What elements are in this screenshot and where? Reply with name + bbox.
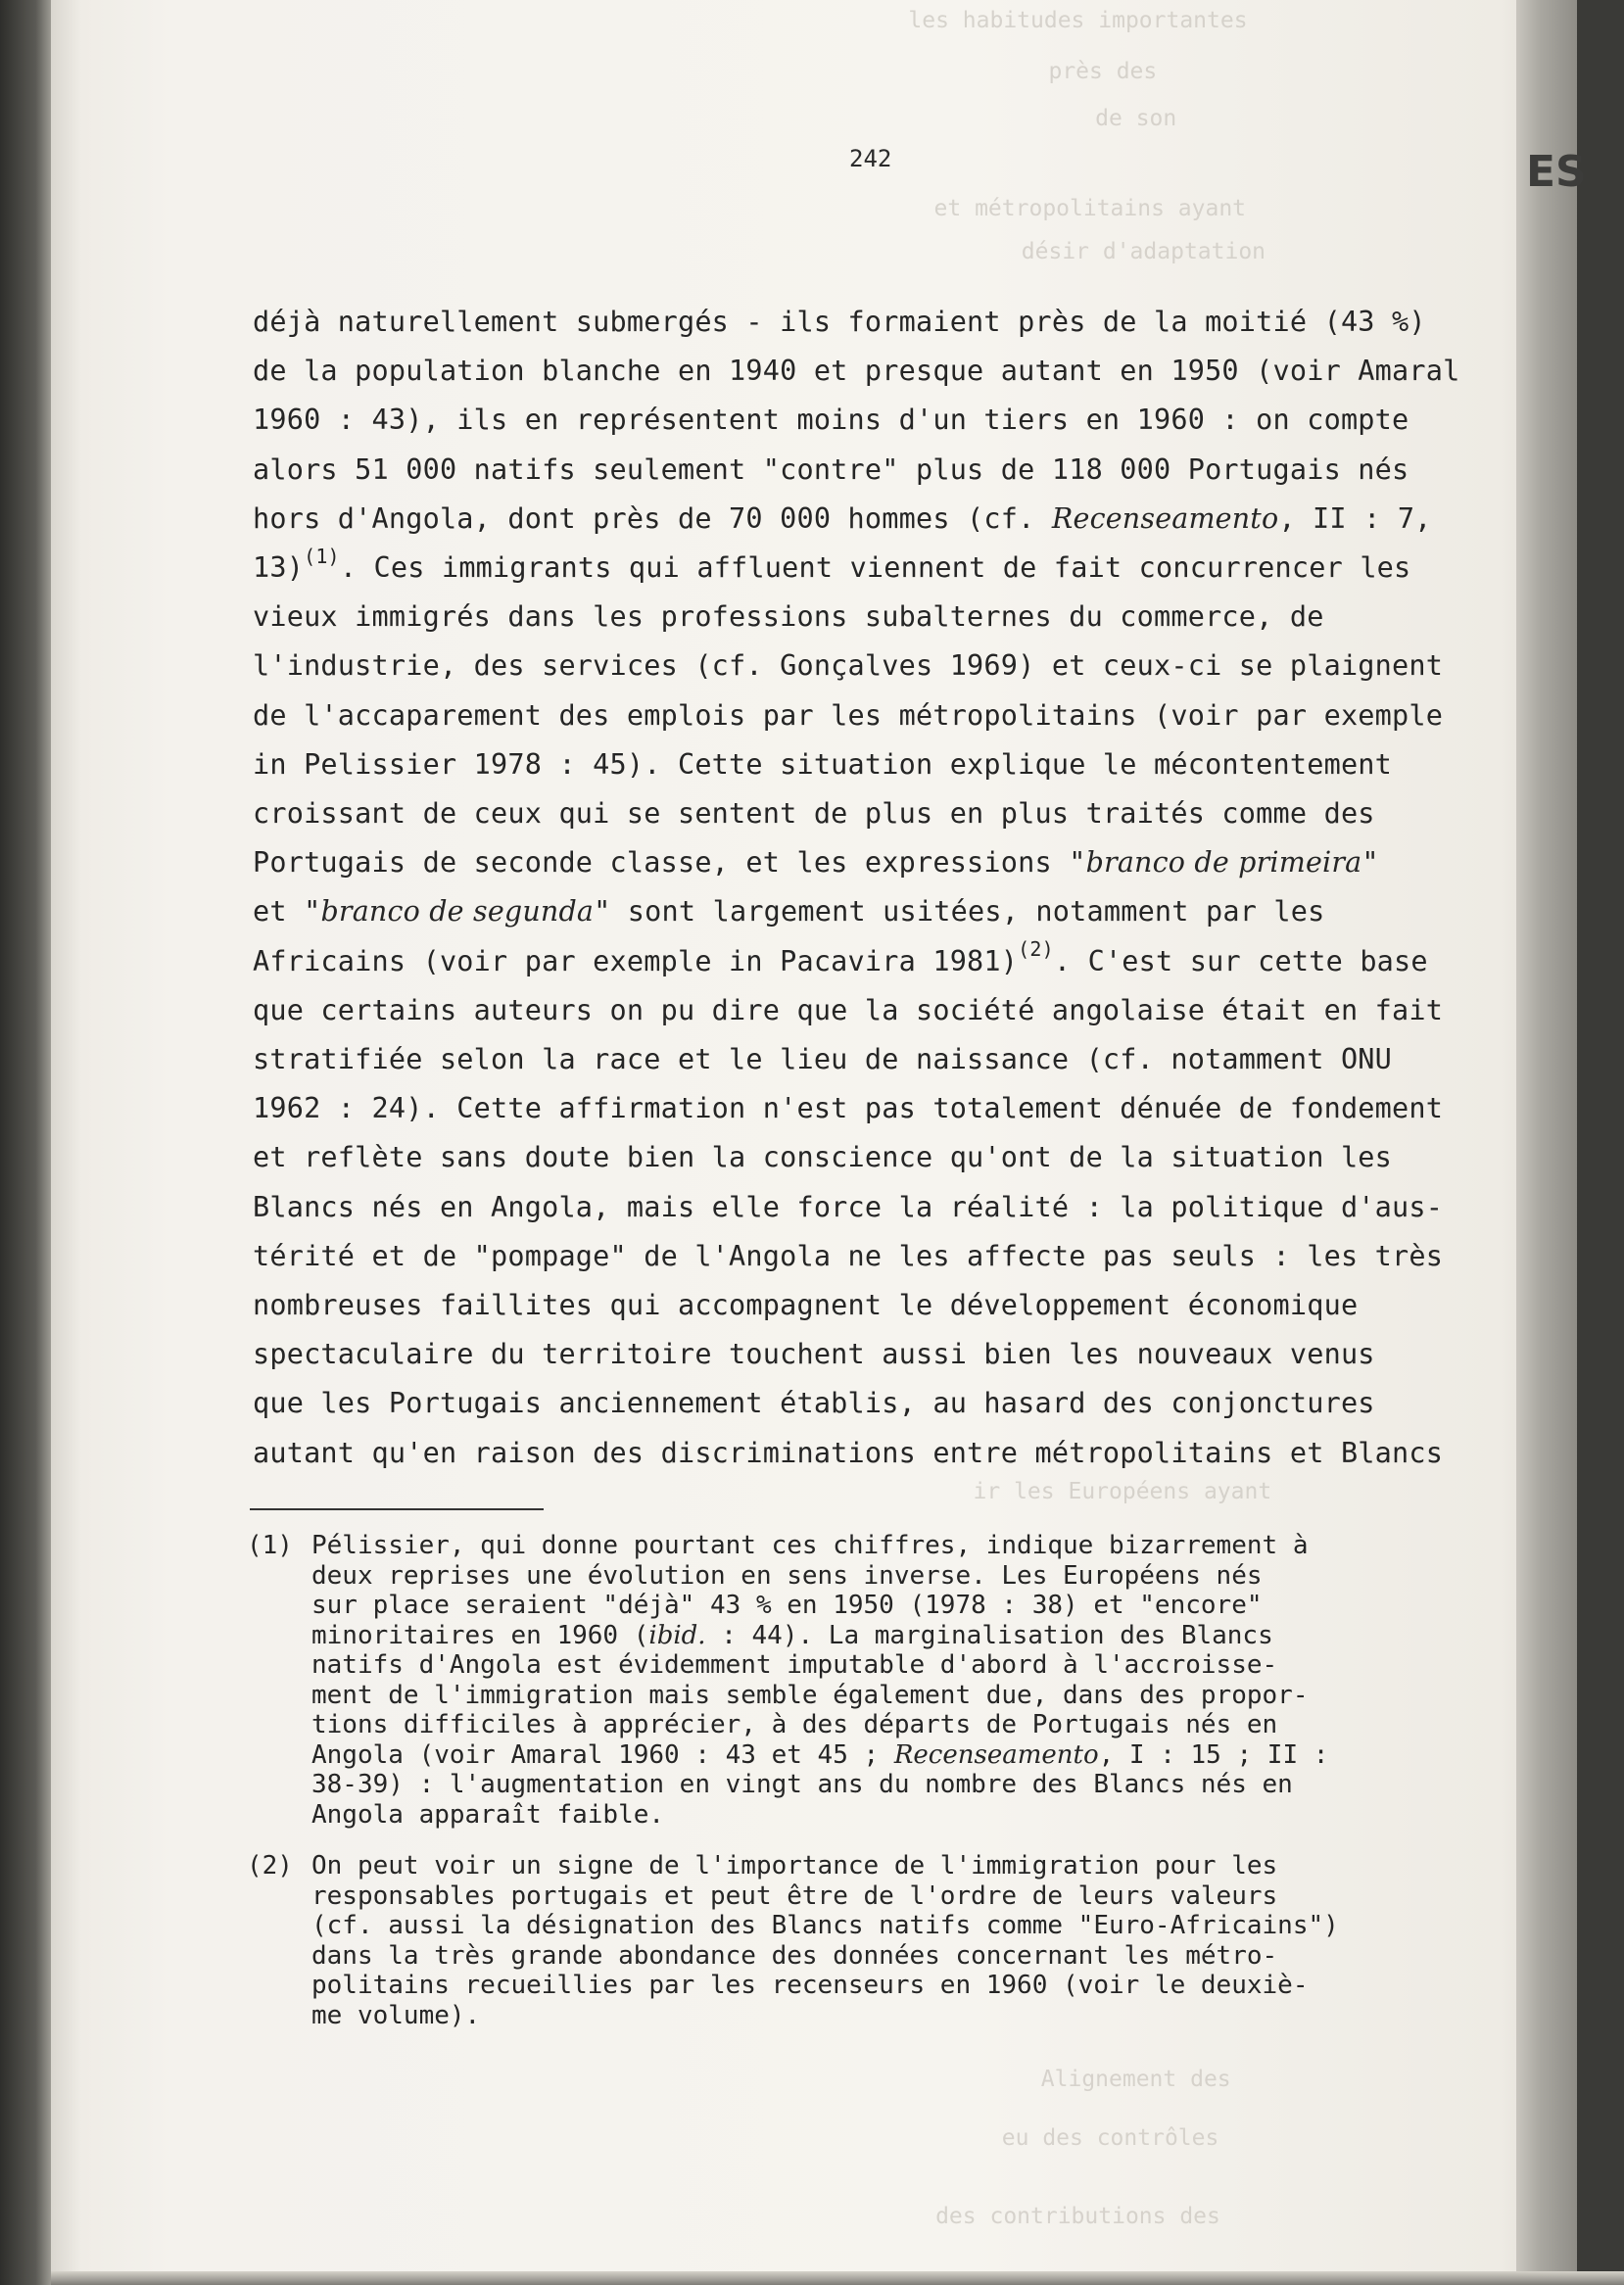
text-line <box>311 1531 1442 1561</box>
text-line <box>253 1084 1444 1133</box>
text-segment: que les Portugais anciennement établis, au hasard des conjonctures <box>253 1387 1375 1420</box>
text-line <box>253 691 1444 740</box>
text-segment: deux reprises une évolution en sens inverse. Les Européens nés <box>311 1560 1263 1591</box>
text-segment: me volume). <box>311 2000 481 2030</box>
italic-text: branco de primeira <box>1085 846 1362 880</box>
text-segment: l'industrie, des services (cf. Gonçalves 1969) et ceux-ci se plaignent <box>253 649 1444 683</box>
text-segment: politains recueillies par les recenseurs en 1960 (voir le deuxiè- <box>311 1971 1309 2000</box>
text-segment: " sont largement usitées, notamment par les <box>594 895 1325 928</box>
text-line <box>253 789 1428 838</box>
text-segment: Portugais de seconde classe, et les expressions " <box>253 846 1086 880</box>
text-segment: hors d'Angola, dont près de 70 000 hommes (cf. <box>253 501 1052 535</box>
footnote-reference: (2) <box>1018 937 1054 962</box>
text-line <box>253 347 1460 396</box>
text-line <box>311 1710 1442 1740</box>
text-line <box>253 544 1428 593</box>
text-line <box>311 1911 1442 1941</box>
footnote-2 <box>247 1851 1442 2030</box>
text-segment: autant qu'en raison des discriminations entre métropolitains et Blancs <box>253 1436 1444 1469</box>
text-segment: tions difficiles à apprécier, à des départs de Portugais nés en <box>311 1710 1278 1739</box>
text-line <box>253 1379 1428 1428</box>
footnote-separator <box>250 1508 544 1510</box>
scan-bottom-edge <box>51 2271 1624 2285</box>
footnote-body <box>311 1851 1442 2030</box>
text-segment: Blancs nés en Angola, mais elle force la réalité : la politique d'aus- <box>253 1190 1444 1223</box>
text-segment: déjà naturellement submergés - ils formaient près de la moitié (43 %) <box>253 306 1426 338</box>
footnote-marker: (1) <box>247 1531 293 1560</box>
text-line <box>311 1650 1442 1681</box>
text-segment: stratifiée selon la race et le lieu de naissance (cf. notamment ONU <box>253 1043 1393 1076</box>
text-segment: in Pelissier 1978 : 45). Cette situation explique le mécontentement <box>253 747 1393 781</box>
scan-right-edge <box>1516 0 1587 2285</box>
text-segment: " <box>1361 846 1379 880</box>
text-line <box>311 1561 1442 1592</box>
italic-text: Recenseamento <box>893 1739 1099 1770</box>
text-line <box>311 1621 1442 1651</box>
footnote-reference: (1) <box>304 544 340 568</box>
text-line <box>253 396 1428 445</box>
text-segment: Africains (voir par exemple in Pacavira 1981) <box>253 944 1019 977</box>
page-number: 242 <box>849 145 892 172</box>
text-line <box>253 1232 1444 1281</box>
text-segment: , II : 7, <box>1278 501 1432 535</box>
edge-letters: ES <box>1526 147 1587 197</box>
text-segment: nombreuses faillites qui accompagnent le développement économique <box>253 1289 1359 1322</box>
text-line <box>253 298 1428 347</box>
text-line <box>253 1281 1428 1330</box>
footnote-1 <box>247 1531 1442 1830</box>
document-page <box>51 0 1587 2285</box>
text-line <box>253 1035 1428 1084</box>
italic-text: ibid. <box>648 1620 706 1650</box>
text-segment: sur place seraient "déjà" 43 % en 1950 (1978 : 38) et "encore" <box>311 1591 1263 1620</box>
text-segment: vieux immigrés dans les professions subalternes du commerce, de <box>253 600 1324 634</box>
text-segment: spectaculaire du territoire touchent aussi bien les nouveaux venus <box>253 1338 1375 1371</box>
text-line <box>311 1740 1442 1771</box>
text-line <box>253 593 1428 642</box>
text-segment: 38-39) : l'augmentation en vingt ans du nombre des Blancs nés en <box>311 1770 1293 1799</box>
text-segment: Angola apparaît faible. <box>311 1799 665 1830</box>
text-line <box>253 1183 1444 1232</box>
footnotes <box>247 1531 1442 2052</box>
text-segment: , I : 15 ; II : <box>1098 1739 1329 1770</box>
text-segment: . Ces immigrants qui affluent viennent de fait concurrencer les <box>339 551 1411 585</box>
text-line <box>253 887 1428 936</box>
text-line <box>253 642 1444 690</box>
text-segment: que certains auteurs on pu dire que la société angolaise était en fait <box>253 993 1444 1026</box>
text-line <box>311 2001 1442 2031</box>
text-segment: Angola (voir Amaral 1960 : 43 et 45 ; <box>311 1739 894 1770</box>
bleed-through-text: Alignement des <box>932 2067 1231 2092</box>
text-segment: (cf. aussi la désignation des Blancs natifs comme "Euro-Africains") <box>311 1911 1339 1940</box>
text-line <box>253 740 1428 789</box>
text-line <box>253 937 1428 986</box>
text-line <box>311 1941 1442 1972</box>
text-line <box>253 1429 1444 1478</box>
text-segment: minoritaires en 1960 ( <box>311 1620 649 1650</box>
text-segment: de l'accaparement des emplois par les métropolitains (voir par exemple <box>253 698 1444 732</box>
text-line <box>311 1800 1442 1831</box>
text-segment: 1962 : 24). Cette affirmation n'est pas totalement dénuée de fondement <box>253 1092 1444 1125</box>
text-segment: natifs d'Angola est évidemment imputable d'abord à l'accroisse- <box>311 1650 1278 1680</box>
text-line <box>253 495 1432 544</box>
text-segment: : 44). La marginalisation des Blancs <box>705 1620 1273 1650</box>
text-segment: dans la très grande abondance des données concernant les métro- <box>311 1940 1278 1971</box>
scan-left-shadow <box>0 0 51 2285</box>
text-line <box>311 1881 1442 1912</box>
text-line <box>311 1971 1442 2001</box>
main-paragraph <box>253 298 1460 1478</box>
bleed-through-text: désir d'adaptation <box>913 239 1266 264</box>
text-line <box>311 1851 1442 1881</box>
text-segment: . C'est sur cette base <box>1053 944 1428 977</box>
text-line <box>253 986 1444 1035</box>
text-line <box>311 1591 1442 1621</box>
italic-text: branco de segunda <box>320 895 595 928</box>
text-segment: térité et de "pompage" de l'Angola ne les affecte pas seuls : les très <box>253 1239 1444 1272</box>
text-segment: Pélissier, qui donne pourtant ces chiffres, indique bizarrement à <box>311 1531 1309 1560</box>
text-line <box>311 1770 1442 1800</box>
text-segment: et reflète sans doute bien la conscience qu'ont de la situation les <box>253 1141 1393 1174</box>
italic-text: Recenseamento <box>1051 501 1279 535</box>
bleed-through-text: et métropolitains ayant <box>893 196 1247 221</box>
text-segment: croissant de ceux qui se sentent de plus en plus traités comme des <box>253 797 1375 831</box>
footnote-marker: (2) <box>247 1851 293 1880</box>
text-segment: On peut voir un signe de l'importance de l'immigration pour les <box>311 1851 1278 1880</box>
text-segment: 13) <box>253 551 305 585</box>
bleed-through-text: de son <box>932 106 1177 131</box>
text-segment: et " <box>253 895 321 928</box>
bleed-through-text: ir les Européens ayant <box>932 1479 1272 1504</box>
text-line <box>311 1681 1442 1711</box>
text-segment: 1960 : 43), ils en représentent moins d'un tiers en 1960 : on compte <box>253 404 1409 437</box>
bleed-through-text: eu des contrôles <box>893 2125 1219 2151</box>
text-segment: responsables portugais et peut être de l'ordre de leurs valeurs <box>311 1880 1278 1911</box>
text-line <box>253 446 1428 495</box>
text-line <box>253 1133 1428 1182</box>
footnote-body <box>311 1531 1442 1830</box>
bleed-through-text: près des <box>913 59 1158 84</box>
text-segment: ment de l'immigration mais semble également due, dans des propor- <box>311 1680 1309 1710</box>
bleed-through-text: des contributions des <box>854 2204 1220 2229</box>
text-line <box>253 838 1428 887</box>
text-segment: de la population blanche en 1940 et presque autant en 1950 (voir Amaral <box>253 355 1460 388</box>
text-segment: alors 51 000 natifs seulement "contre" plus de 118 000 Portugais nés <box>253 452 1409 486</box>
text-line <box>253 1330 1428 1379</box>
bleed-through-text: les habitudes importantes <box>854 8 1248 33</box>
